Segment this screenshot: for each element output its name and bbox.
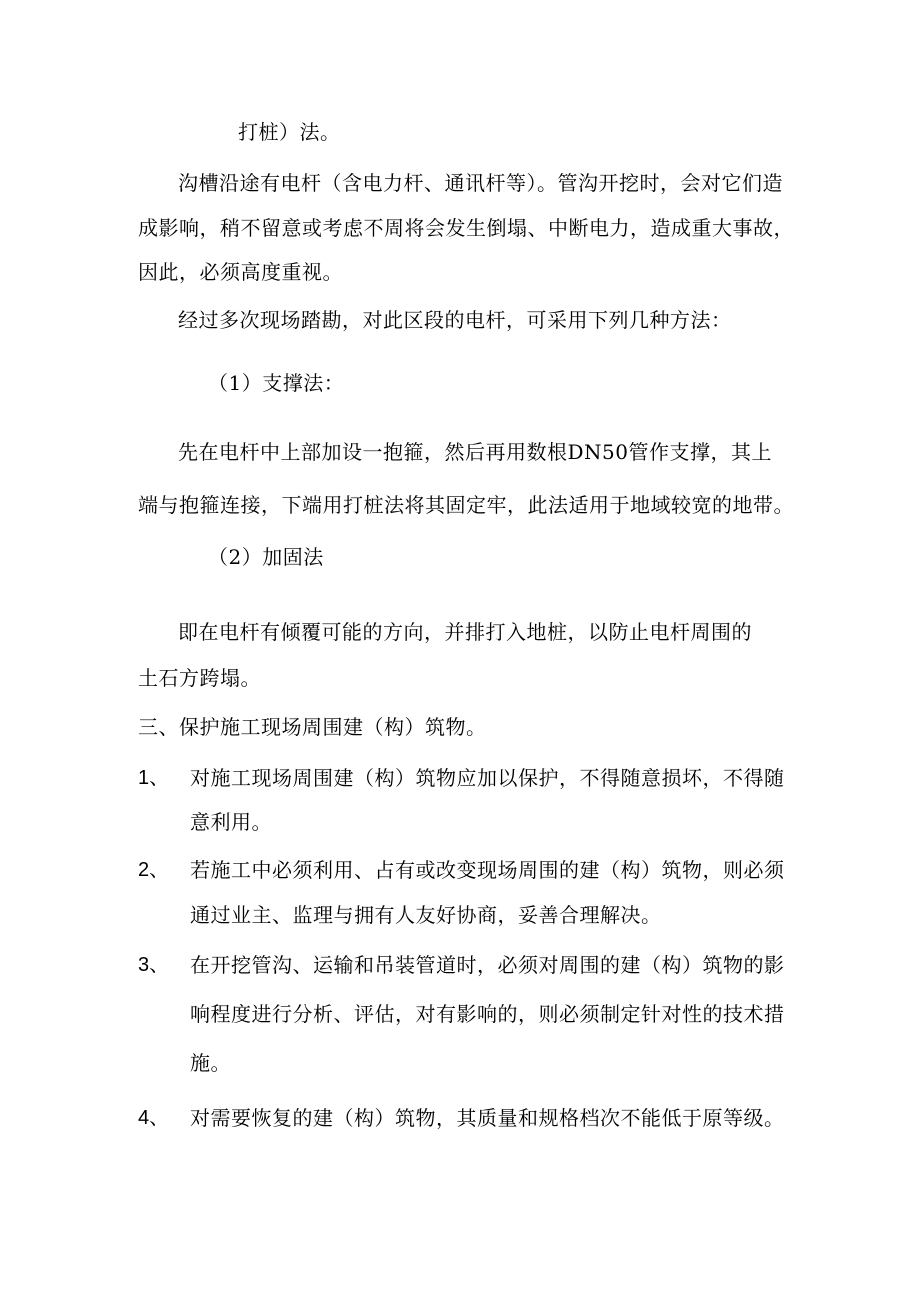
list-number: 2、: [138, 859, 170, 881]
list-text: 通过业主、监理与拥有人友好协商，妥善合理解决。: [190, 903, 662, 927]
list-number: 4、: [138, 1107, 170, 1129]
paragraph-line: 沟槽沿途有电杆（含电力杆、通讯杆等）。管沟开挖时，会对它们造: [178, 171, 783, 195]
list-text: 在开挖管沟、运输和吊装管道时，必须对周围的建（构）筑物的影: [190, 953, 785, 977]
list-number: 1、: [138, 767, 170, 789]
list-text: 对需要恢复的建（构）筑物，其质量和规格档次不能低于原等级。: [190, 1106, 785, 1130]
paragraph-line: 成影响，稍不留意或考虑不周将会发生倒塌、中断电力，造成重大事故，: [138, 216, 794, 240]
list-text: 对施工现场周围建（构）筑物应加以保护，不得随意损坏，不得随: [190, 766, 785, 790]
list-text: 若施工中必须利用、占有或改变现场周围的建（构）筑物，则必须: [190, 858, 785, 882]
list-text: 意利用。: [190, 810, 272, 834]
paragraph-line: 土石方跨塌。: [138, 666, 261, 690]
section-heading: （2）加固法: [208, 545, 324, 569]
paragraph-line: 经过多次现场踏勘，对此区段的电杆，可采用下列几种方法：: [178, 308, 732, 332]
paragraph-line: 因此，必须高度重视。: [138, 260, 343, 284]
list-number: 3、: [138, 954, 170, 976]
paragraph-line: 先在电杆中上部加设一抱箍，然后再用数根DN50管作支撑，其上: [178, 440, 772, 464]
paragraph-line: 即在电杆有倾覆可能的方向，并排打入地桩，以防止电杆周围的: [178, 620, 752, 644]
list-text: 施。: [190, 1051, 231, 1075]
paragraph-line: 端与抱箍连接，下端用打桩法将其固定牢，此法适用于地域较宽的地带。: [138, 493, 794, 517]
section-heading: 三、保护施工现场周围建（构）筑物。: [138, 715, 487, 739]
section-heading: （1）支撑法：: [208, 371, 345, 395]
list-text: 响程度进行分析、评估，对有影响的，则必须制定针对性的技术措: [190, 1002, 785, 1026]
paragraph-line: 打桩）法。: [238, 120, 341, 144]
